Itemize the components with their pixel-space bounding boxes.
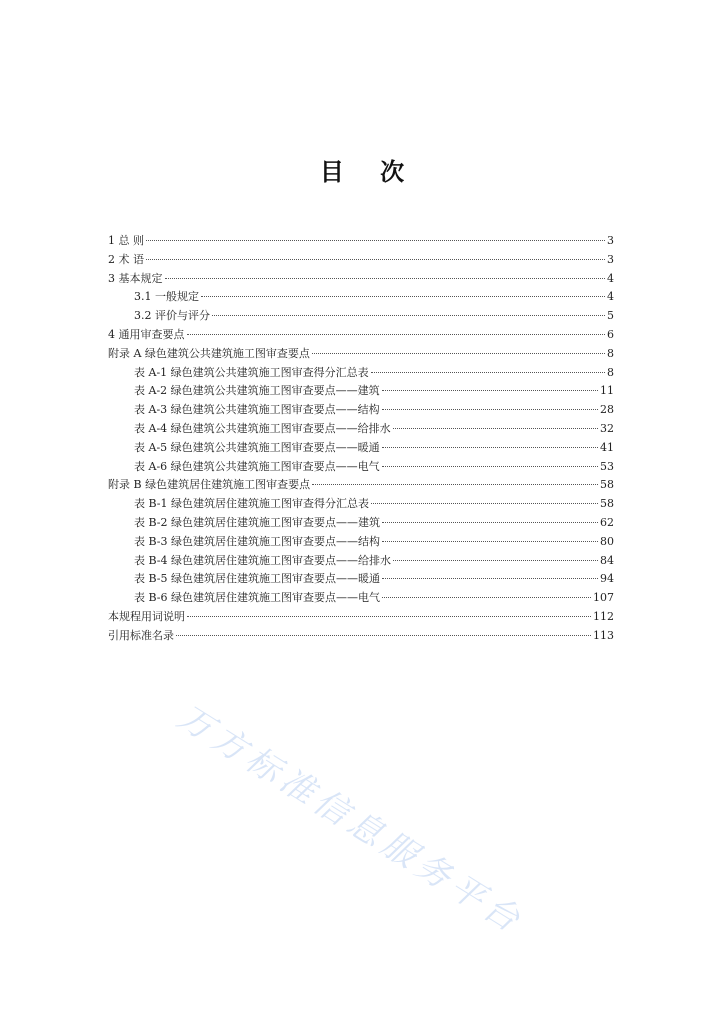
toc-leader-dots bbox=[382, 465, 598, 467]
toc-leader-dots bbox=[393, 559, 598, 561]
toc-entry-label: 本规程用词说明 bbox=[108, 609, 185, 623]
toc-entry-label: 1 总 则 bbox=[108, 234, 144, 247]
toc-entry-page-number: 4 bbox=[607, 271, 614, 285]
toc-entry-label: 表 A-2 绿色建筑公共建筑施工图审查要点——建筑 bbox=[134, 384, 380, 398]
toc-entry-label: 4 通用审查要点 bbox=[108, 327, 185, 341]
toc-entry-page-number: 62 bbox=[600, 515, 614, 529]
toc-entry[interactable] bbox=[108, 495, 614, 514]
toc-entry[interactable] bbox=[108, 288, 614, 307]
toc-entry-page-number: 107 bbox=[593, 591, 614, 605]
toc-entry[interactable] bbox=[108, 589, 614, 608]
table-of-contents bbox=[108, 232, 614, 646]
toc-entry[interactable] bbox=[108, 326, 614, 345]
toc-entry-page-number: 41 bbox=[600, 440, 614, 454]
toc-leader-dots bbox=[382, 596, 591, 598]
toc-entry[interactable] bbox=[108, 420, 614, 439]
toc-entry[interactable] bbox=[108, 382, 614, 401]
toc-leader-dots bbox=[212, 314, 605, 316]
toc-leader-dots bbox=[312, 352, 605, 354]
toc-entry[interactable] bbox=[108, 345, 614, 364]
toc-leader-dots bbox=[393, 427, 598, 429]
toc-entry-page-number: 80 bbox=[600, 534, 614, 548]
toc-leader-dots bbox=[187, 615, 591, 617]
toc-entry-page-number: 5 bbox=[607, 309, 614, 323]
toc-entry-label: 引用标准名录 bbox=[108, 628, 174, 642]
toc-entry-page-number: 11 bbox=[600, 384, 614, 398]
toc-entry-page-number: 28 bbox=[600, 403, 614, 417]
toc-leader-dots bbox=[382, 540, 598, 542]
toc-entry-label: 附录 B 绿色建筑居住建筑施工图审查要点 bbox=[108, 478, 311, 492]
toc-entry-label: 表 A-3 绿色建筑公共建筑施工图审查要点——结构 bbox=[134, 403, 380, 417]
toc-entry-page-number: 4 bbox=[607, 290, 614, 304]
toc-entry-page-number: 58 bbox=[600, 478, 614, 492]
toc-leader-dots bbox=[187, 333, 606, 335]
toc-entry-page-number: 53 bbox=[600, 459, 614, 473]
toc-entry-label: 表 A-1 绿色建筑公共建筑施工图审查得分汇总表 bbox=[134, 365, 369, 379]
toc-leader-dots bbox=[176, 634, 591, 636]
toc-entry-page-number: 3 bbox=[607, 234, 614, 247]
toc-leader-dots bbox=[382, 408, 598, 410]
toc-entry-page-number: 58 bbox=[600, 497, 614, 511]
toc-entry[interactable] bbox=[108, 364, 614, 383]
toc-entry[interactable] bbox=[108, 627, 614, 646]
toc-entry-label: 表 B-3 绿色建筑居住建筑施工图审查要点——结构 bbox=[134, 534, 380, 548]
toc-entry-label: 表 B-5 绿色建筑居住建筑施工图审查要点——暖通 bbox=[134, 572, 380, 586]
toc-entry-label: 表 B-1 绿色建筑居住建筑施工图审查得分汇总表 bbox=[134, 497, 369, 511]
toc-entry[interactable] bbox=[108, 270, 614, 289]
toc-entry-label: 3.2 评价与评分 bbox=[134, 309, 210, 323]
toc-entry-label: 3 基本规定 bbox=[108, 271, 163, 285]
toc-leader-dots bbox=[382, 521, 598, 523]
toc-leader-dots bbox=[382, 446, 598, 448]
toc-entry-label: 表 B-4 绿色建筑居住建筑施工图审查要点——给排水 bbox=[134, 553, 391, 567]
toc-entry-page-number: 3 bbox=[607, 252, 614, 266]
toc-leader-dots bbox=[165, 277, 606, 279]
toc-entry-page-number: 32 bbox=[600, 421, 614, 435]
toc-entry-page-number: 8 bbox=[607, 346, 614, 360]
toc-entry[interactable] bbox=[108, 439, 614, 458]
toc-entry-page-number: 113 bbox=[593, 628, 614, 642]
toc-leader-dots bbox=[146, 239, 605, 241]
toc-entry-page-number: 112 bbox=[593, 609, 614, 623]
toc-entry-label: 附录 A 绿色建筑公共建筑施工图审查要点 bbox=[108, 346, 310, 360]
page-title: 目 次 bbox=[319, 157, 419, 186]
toc-entry-label: 表 B-6 绿色建筑居住建筑施工图审查要点——电气 bbox=[134, 591, 380, 605]
toc-entry[interactable] bbox=[108, 251, 614, 270]
toc-entry[interactable] bbox=[108, 570, 614, 589]
toc-entry[interactable] bbox=[108, 533, 614, 552]
toc-entry[interactable] bbox=[108, 458, 614, 477]
toc-leader-dots bbox=[371, 502, 598, 504]
toc-entry-label: 表 A-4 绿色建筑公共建筑施工图审查要点——给排水 bbox=[134, 421, 391, 435]
toc-entry[interactable] bbox=[108, 608, 614, 627]
toc-entry-page-number: 8 bbox=[607, 365, 614, 379]
toc-entry-label: 表 A-5 绿色建筑公共建筑施工图审查要点——暖通 bbox=[134, 440, 380, 454]
toc-entry[interactable] bbox=[108, 552, 614, 571]
toc-leader-dots bbox=[146, 258, 605, 260]
watermark: 万方标准信息服务平台 bbox=[170, 696, 531, 943]
toc-entry-page-number: 94 bbox=[600, 572, 614, 586]
toc-leader-dots bbox=[382, 389, 598, 391]
toc-entry-page-number: 84 bbox=[600, 553, 614, 567]
toc-entry-page-number: 6 bbox=[607, 327, 614, 341]
toc-entry-label: 2 术 语 bbox=[108, 252, 144, 266]
toc-entry[interactable] bbox=[108, 401, 614, 420]
toc-leader-dots bbox=[371, 371, 605, 373]
toc-entry-label: 表 B-2 绿色建筑居住建筑施工图审查要点——建筑 bbox=[134, 515, 380, 529]
toc-entry-label: 表 A-6 绿色建筑公共建筑施工图审查要点——电气 bbox=[134, 459, 380, 473]
toc-entry[interactable] bbox=[108, 476, 614, 495]
toc-leader-dots bbox=[312, 483, 598, 485]
toc-entry[interactable] bbox=[108, 514, 614, 533]
toc-entry[interactable] bbox=[108, 307, 614, 326]
toc-entry-label: 3.1 一般规定 bbox=[134, 290, 199, 304]
toc-leader-dots bbox=[201, 295, 605, 297]
toc-entry[interactable] bbox=[108, 232, 614, 251]
toc-leader-dots bbox=[382, 577, 598, 579]
